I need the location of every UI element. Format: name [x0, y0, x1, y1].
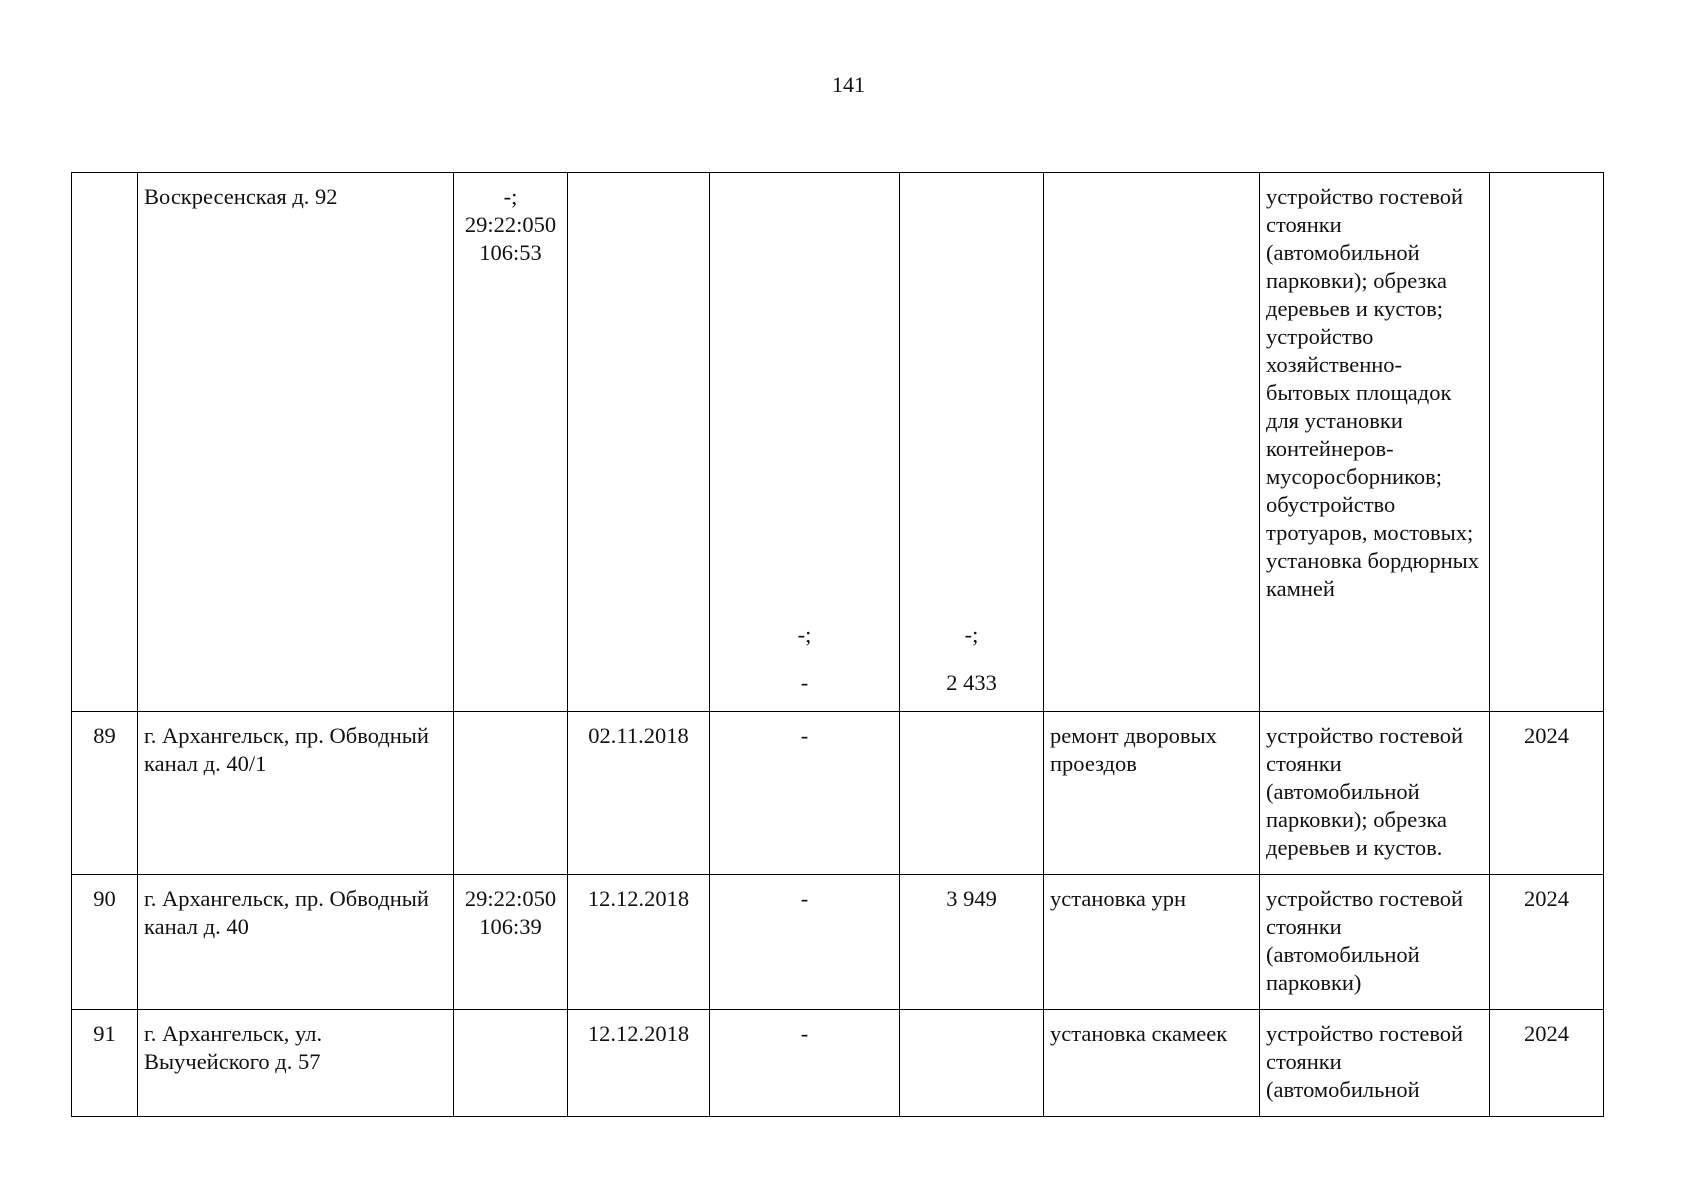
address-cell: г. Архангельск, пр. Обводный канал д. 40/1: [138, 712, 454, 875]
address-cell: г. Архангельск, пр. Обводный канал д. 40: [138, 875, 454, 1010]
date-cell: 12.12.2018: [568, 875, 710, 1010]
address-cell: Воскресенская д. 92: [138, 173, 454, 712]
row-number: 90: [72, 875, 138, 1010]
value-cell: -; -: [710, 173, 900, 712]
year-cell: 2024: [1490, 875, 1604, 1010]
table-row: [72, 712, 1604, 875]
improvement-table: [71, 172, 1604, 1117]
cadastral-number-cell: [454, 1010, 568, 1117]
table-row: [72, 875, 1604, 1010]
value-cell: -: [710, 712, 900, 875]
cadastral-number-cell: -; 29:22:050 106:53: [454, 173, 568, 712]
works-done-cell: установка урн: [1044, 875, 1260, 1010]
works-planned-cell: устройство гостевой стоянки (автомобильной парковки); обрезка деревьев и кустов; устройство хозяйственно-бытовых площадок для установки контейнеров-мусоросборников; обустройство тротуаров, мостовых; установка бордюрных камней: [1260, 173, 1490, 712]
value-cell: -: [710, 875, 900, 1010]
cadastral-number-cell: [454, 712, 568, 875]
row-number: [72, 173, 138, 712]
address-cell: г. Архангельск, ул. Выучейского д. 57: [138, 1010, 454, 1117]
works-done-cell: установка скамеек: [1044, 1010, 1260, 1117]
date-cell: [568, 173, 710, 712]
area-cell: -; 2 433: [900, 173, 1044, 712]
year-cell: [1490, 173, 1604, 712]
works-planned-cell: устройство гостевой стоянки (автомобильной: [1260, 1010, 1490, 1117]
cadastral-number-cell: 29:22:050 106:39: [454, 875, 568, 1010]
row-number: 89: [72, 712, 138, 875]
area-cell: [900, 712, 1044, 875]
works-planned-cell: устройство гостевой стоянки (автомобильной парковки); обрезка деревьев и кустов.: [1260, 712, 1490, 875]
year-cell: 2024: [1490, 1010, 1604, 1117]
works-done-cell: [1044, 173, 1260, 712]
table-row: [72, 1010, 1604, 1117]
area-cell: [900, 1010, 1044, 1117]
works-done-cell: ремонт дворовых проездов: [1044, 712, 1260, 875]
date-cell: 02.11.2018: [568, 712, 710, 875]
table-row: [72, 173, 1604, 712]
works-planned-cell: устройство гостевой стоянки (автомобильной парковки): [1260, 875, 1490, 1010]
page-number: 141: [832, 72, 865, 97]
year-cell: 2024: [1490, 712, 1604, 875]
row-number: 91: [72, 1010, 138, 1117]
value-cell: -: [710, 1010, 900, 1117]
date-cell: 12.12.2018: [568, 1010, 710, 1117]
area-cell: 3 949: [900, 875, 1044, 1010]
